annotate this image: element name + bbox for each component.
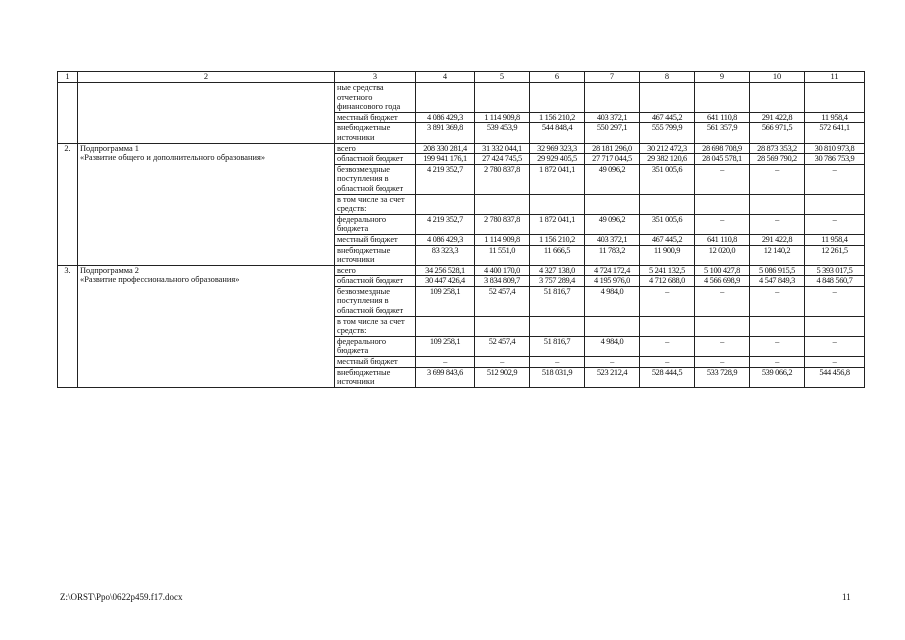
funding-source-cell: всего: [335, 265, 416, 276]
value-cell: 4 086 429,3: [416, 112, 475, 123]
funding-source-cell: внебюджетные источники: [335, 245, 416, 265]
value-cell: 291 422,8: [750, 234, 805, 245]
column-header: 10: [750, 72, 805, 83]
value-cell: [640, 83, 695, 113]
value-cell: 533 728,9: [695, 367, 750, 387]
value-cell: 28 569 790,2: [750, 154, 805, 165]
funding-source-cell: в том числе за счет средств:: [335, 316, 416, 336]
value-cell: 5 241 132,5: [640, 265, 695, 276]
row-number-cell: [58, 83, 78, 144]
value-cell: 3 699 843,6: [416, 367, 475, 387]
value-cell: 351 005,6: [640, 214, 695, 234]
value-cell: 52 457,4: [475, 286, 530, 316]
value-cell: 28 181 296,0: [585, 143, 640, 154]
value-cell: 11 551,0: [475, 245, 530, 265]
value-cell: 1 114 909,8: [475, 234, 530, 245]
value-cell: 291 422,8: [750, 112, 805, 123]
table-row: [58, 83, 865, 113]
value-cell: 539 453,9: [475, 123, 530, 143]
value-cell: [530, 194, 585, 214]
value-cell: –: [750, 336, 805, 356]
value-cell: 4 566 698,9: [695, 276, 750, 287]
value-cell: 4 219 352,7: [416, 164, 475, 194]
subprogram-name: «Развитие профессионального образования»: [80, 275, 240, 285]
value-cell: 5 393 017,5: [805, 265, 865, 276]
subprogram-title: Подпрограмма 1: [80, 143, 139, 153]
value-cell: –: [805, 336, 865, 356]
value-cell: 49 096,2: [585, 214, 640, 234]
value-cell: 1 872 041,1: [530, 164, 585, 194]
value-cell: –: [695, 357, 750, 368]
value-cell: 28 698 708,9: [695, 143, 750, 154]
value-cell: –: [416, 357, 475, 368]
value-cell: 12 020,0: [695, 245, 750, 265]
value-cell: 4 712 688,0: [640, 276, 695, 287]
value-cell: [640, 316, 695, 336]
value-cell: 555 799,9: [640, 123, 695, 143]
funding-source-cell: местный бюджет: [335, 357, 416, 368]
value-cell: 208 330 281,4: [416, 143, 475, 154]
funding-source-cell: ные средства отчетного финансового года: [335, 83, 416, 113]
value-cell: 544 848,4: [530, 123, 585, 143]
value-cell: 31 332 044,1: [475, 143, 530, 154]
value-cell: 467 445,2: [640, 112, 695, 123]
value-cell: 3 757 289,4: [530, 276, 585, 287]
value-cell: 550 297,1: [585, 123, 640, 143]
value-cell: [695, 194, 750, 214]
value-cell: [416, 83, 475, 113]
value-cell: [805, 316, 865, 336]
value-cell: 11 783,2: [585, 245, 640, 265]
funding-source-cell: внебюджетные источники: [335, 367, 416, 387]
value-cell: 1 114 909,8: [475, 112, 530, 123]
value-cell: [585, 83, 640, 113]
subprogram-title: Подпрограмма 2: [80, 265, 139, 275]
value-cell: –: [695, 286, 750, 316]
value-cell: 4 848 560,7: [805, 276, 865, 287]
funding-source-cell: безвозмездные поступления в областной бюджет: [335, 164, 416, 194]
column-header: 6: [530, 72, 585, 83]
value-cell: 528 444,5: [640, 367, 695, 387]
value-cell: 566 971,5: [750, 123, 805, 143]
funding-source-cell: всего: [335, 143, 416, 154]
funding-source-cell: федерального бюджета: [335, 336, 416, 356]
value-cell: 30 212 472,3: [640, 143, 695, 154]
value-cell: 30 786 753,9: [805, 154, 865, 165]
row-number-cell: 3.: [58, 265, 78, 387]
program-cell: [78, 265, 335, 387]
value-cell: –: [750, 214, 805, 234]
value-cell: 83 323,3: [416, 245, 475, 265]
value-cell: 12 261,5: [805, 245, 865, 265]
value-cell: 29 929 405,5: [530, 154, 585, 165]
funding-source-cell: безвозмездные поступления в областной бюджет: [335, 286, 416, 316]
funding-source-cell: в том числе за счет средств:: [335, 194, 416, 214]
value-cell: 11 958,4: [805, 234, 865, 245]
value-cell: 27 424 745,5: [475, 154, 530, 165]
value-cell: 52 457,4: [475, 336, 530, 356]
funding-source-cell: местный бюджет: [335, 234, 416, 245]
value-cell: 11 958,4: [805, 112, 865, 123]
value-cell: 518 031,9: [530, 367, 585, 387]
value-cell: [475, 194, 530, 214]
header-row: [58, 72, 865, 83]
program-cell: [78, 143, 335, 265]
value-cell: [416, 316, 475, 336]
value-cell: 512 902,9: [475, 367, 530, 387]
column-header: 3: [335, 72, 416, 83]
value-cell: 2 780 837,8: [475, 164, 530, 194]
value-cell: 49 096,2: [585, 164, 640, 194]
value-cell: 2 780 837,8: [475, 214, 530, 234]
column-header: 4: [416, 72, 475, 83]
footer-file-path: Z:\ORST\Ppo\0622p459.f17.docx: [60, 592, 183, 602]
value-cell: 403 372,1: [585, 112, 640, 123]
value-cell: [475, 83, 530, 113]
funding-source-cell: областной бюджет: [335, 154, 416, 165]
column-header: 9: [695, 72, 750, 83]
funding-source-cell: внебюджетные источники: [335, 123, 416, 143]
value-cell: [750, 316, 805, 336]
value-cell: [750, 194, 805, 214]
value-cell: 3 891 369,8: [416, 123, 475, 143]
budget-table: [57, 71, 865, 388]
value-cell: 34 256 528,1: [416, 265, 475, 276]
value-cell: 523 212,4: [585, 367, 640, 387]
value-cell: 27 717 044,5: [585, 154, 640, 165]
value-cell: [805, 83, 865, 113]
value-cell: –: [695, 214, 750, 234]
value-cell: 1 156 210,2: [530, 234, 585, 245]
value-cell: 467 445,2: [640, 234, 695, 245]
value-cell: 641 110,8: [695, 112, 750, 123]
value-cell: –: [530, 357, 585, 368]
value-cell: –: [640, 286, 695, 316]
value-cell: 5 100 427,8: [695, 265, 750, 276]
value-cell: –: [695, 164, 750, 194]
value-cell: –: [805, 214, 865, 234]
value-cell: 1 872 041,1: [530, 214, 585, 234]
column-header: 8: [640, 72, 695, 83]
column-header: 5: [475, 72, 530, 83]
value-cell: 4 195 976,0: [585, 276, 640, 287]
value-cell: –: [640, 357, 695, 368]
value-cell: 4 219 352,7: [416, 214, 475, 234]
funding-source-cell: местный бюджет: [335, 112, 416, 123]
value-cell: –: [585, 357, 640, 368]
value-cell: 32 969 323,3: [530, 143, 585, 154]
value-cell: 28 873 353,2: [750, 143, 805, 154]
value-cell: [750, 83, 805, 113]
value-cell: 4 327 138,0: [530, 265, 585, 276]
value-cell: 4 724 172,4: [585, 265, 640, 276]
value-cell: 4 984,0: [585, 286, 640, 316]
value-cell: –: [805, 164, 865, 194]
value-cell: 561 357,9: [695, 123, 750, 143]
value-cell: 51 816,7: [530, 286, 585, 316]
value-cell: 12 140,2: [750, 245, 805, 265]
subprogram-name: «Развитие общего и дополнительного образования»: [80, 153, 266, 163]
value-cell: [585, 194, 640, 214]
value-cell: –: [640, 336, 695, 356]
value-cell: 199 941 176,1: [416, 154, 475, 165]
value-cell: [695, 316, 750, 336]
value-cell: 544 456,8: [805, 367, 865, 387]
value-cell: 539 066,2: [750, 367, 805, 387]
column-header: 7: [585, 72, 640, 83]
row-number-cell: 2.: [58, 143, 78, 265]
value-cell: 5 086 915,5: [750, 265, 805, 276]
value-cell: [695, 83, 750, 113]
value-cell: [530, 83, 585, 113]
value-cell: –: [805, 286, 865, 316]
value-cell: [475, 316, 530, 336]
value-cell: 572 641,1: [805, 123, 865, 143]
column-header: 1: [58, 72, 78, 83]
value-cell: 30 447 426,4: [416, 276, 475, 287]
value-cell: 351 005,6: [640, 164, 695, 194]
value-cell: [585, 316, 640, 336]
page-number: 11: [842, 592, 851, 602]
value-cell: 11 900,9: [640, 245, 695, 265]
value-cell: [640, 194, 695, 214]
funding-source-cell: областной бюджет: [335, 276, 416, 287]
column-header: 2: [78, 72, 335, 83]
value-cell: 30 810 973,8: [805, 143, 865, 154]
funding-source-cell: федерального бюджета: [335, 214, 416, 234]
value-cell: –: [475, 357, 530, 368]
program-cell: [78, 83, 335, 144]
value-cell: –: [695, 336, 750, 356]
table-body: [58, 83, 865, 388]
value-cell: 4 984,0: [585, 336, 640, 356]
value-cell: –: [750, 357, 805, 368]
column-header: 11: [805, 72, 865, 83]
value-cell: 3 834 809,7: [475, 276, 530, 287]
value-cell: 109 258,1: [416, 286, 475, 316]
value-cell: 29 382 120,6: [640, 154, 695, 165]
value-cell: [805, 194, 865, 214]
value-cell: [416, 194, 475, 214]
value-cell: [530, 316, 585, 336]
value-cell: 4 547 849,3: [750, 276, 805, 287]
value-cell: 4 400 170,0: [475, 265, 530, 276]
value-cell: –: [805, 357, 865, 368]
value-cell: 403 372,1: [585, 234, 640, 245]
value-cell: 28 045 578,1: [695, 154, 750, 165]
value-cell: 1 156 210,2: [530, 112, 585, 123]
value-cell: 109 258,1: [416, 336, 475, 356]
table-row: [58, 265, 865, 276]
value-cell: 4 086 429,3: [416, 234, 475, 245]
value-cell: –: [750, 164, 805, 194]
value-cell: 51 816,7: [530, 336, 585, 356]
value-cell: 641 110,8: [695, 234, 750, 245]
table-row: [58, 143, 865, 154]
value-cell: –: [750, 286, 805, 316]
value-cell: 11 666,5: [530, 245, 585, 265]
